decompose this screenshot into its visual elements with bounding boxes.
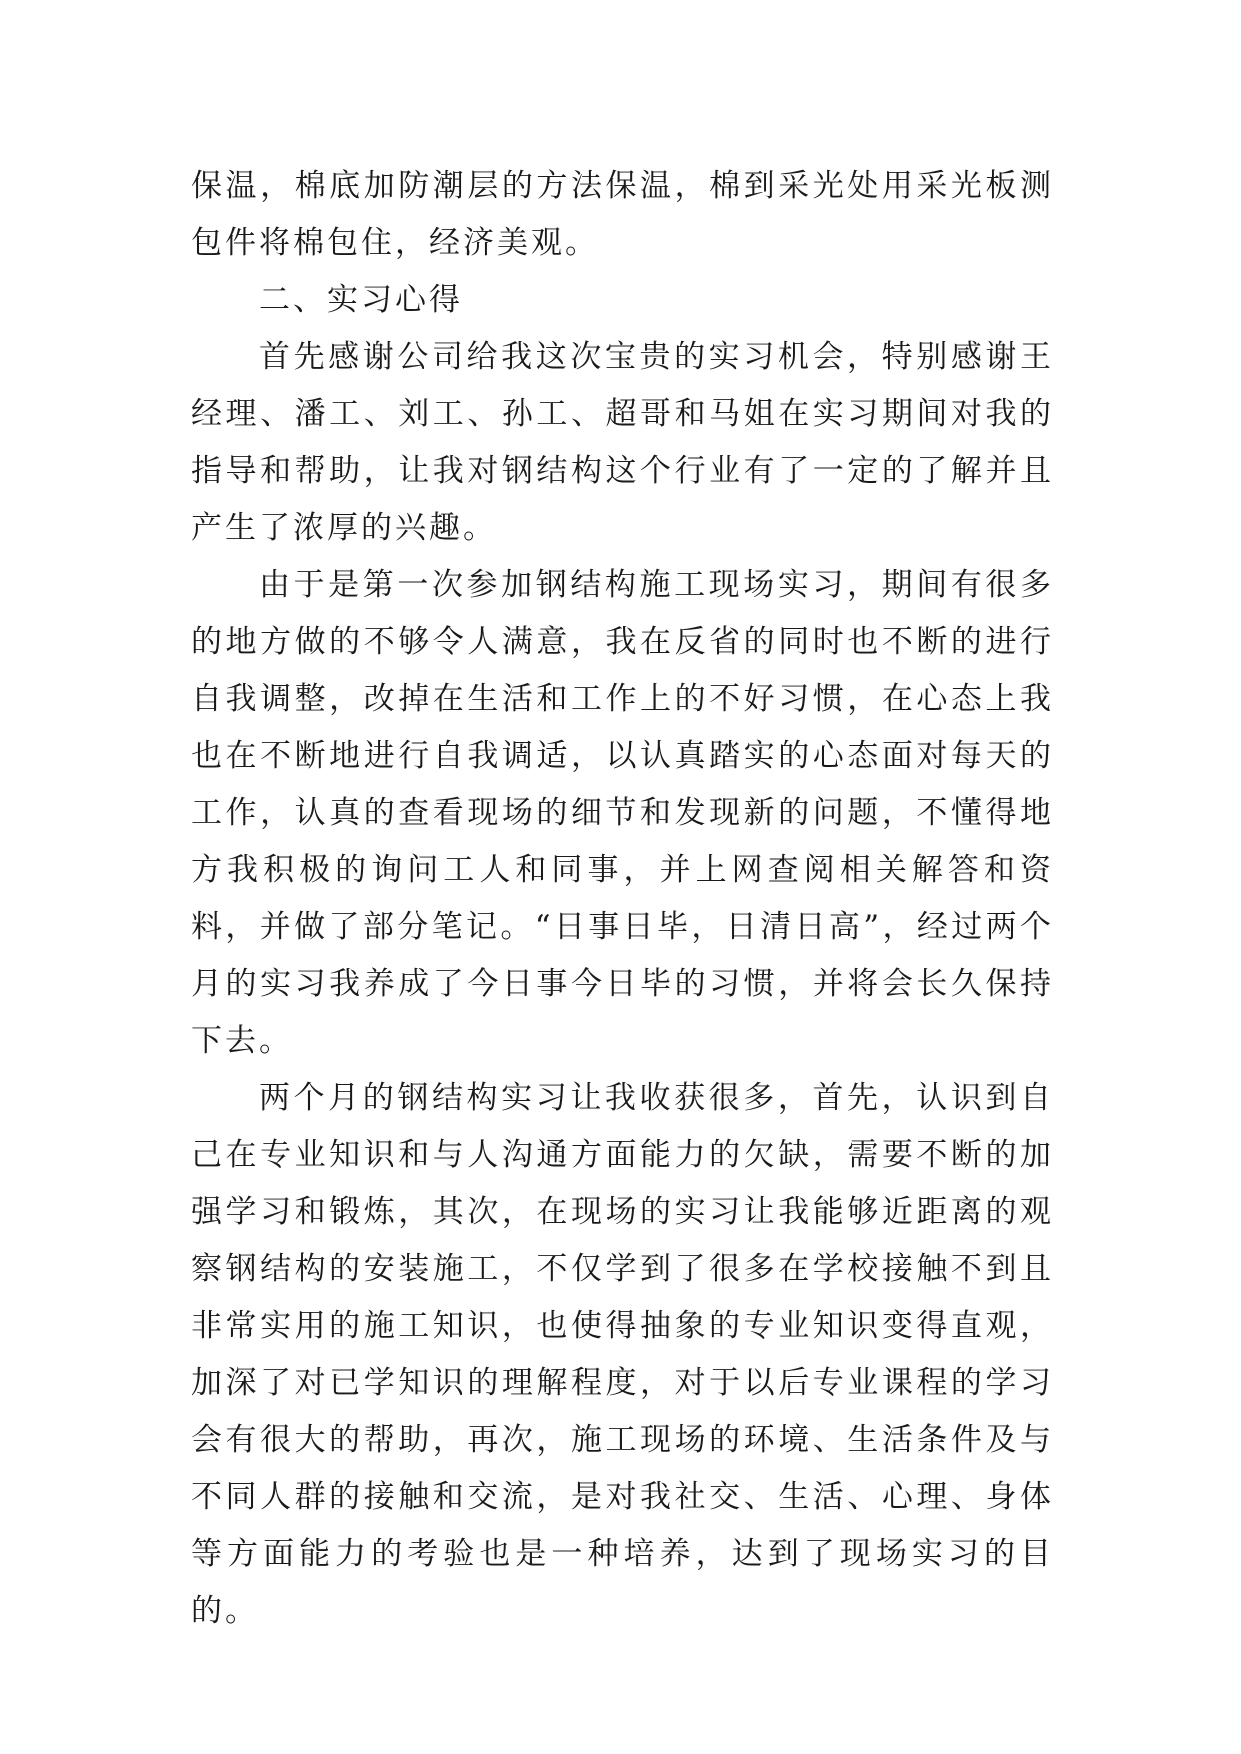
document-body [191,158,1054,1640]
section-heading: 二、实习心得 [259,282,463,318]
paragraph-continuation: 保温，棉底加防潮层的方法保温，棉到采光处用采光板测包件将棉包住，经济美观。 [191,168,1054,261]
paragraph-thanks: 首先感谢公司给我这次宝贵的实习机会，特别感谢王经理、潘工、刘工、孙工、超哥和马姐在实习期间对我的指导和帮助，让我对钢结构这个行业有了一定的了解并且产生了浓厚的兴趣。 [191,339,1054,546]
paragraph-reflection: 由于是第一次参加钢结构施工现场实习，期间有很多的地方做的不够令人满意，我在反省的同时也不断的进行自我调整，改掉在生活和工作上的不好习惯，在心态上我也在不断地进行自我调适，以认真踏实的心态面对每天的工作，认真的查看现场的细节和发现新的问题，不懂得地方我积极的询问工人和同事，并上网查阅相关解答和资料，并做了部分笔记。“日事日毕，日清日高”，经过两个月的实习我养成了今日事今日毕的习惯，并将会长久保持下去。 [191,567,1054,1059]
paragraph-gains: 两个月的钢结构实习让我收获很多，首先，认识到自己在专业知识和与人沟通方面能力的欠缺，需要不断的加强学习和锻炼，其次，在现场的实习让我能够近距离的观察钢结构的安装施工，不仅学到了很多在学校接触不到且非常实用的施工知识，也使得抽象的专业知识变得直观，加深了对已学知识的理解程度，对于以后专业课程的学习会有很大的帮助，再次，施工现场的环境、生活条件及与不同人群的接触和交流，是对我社交、生活、心理、身体等方面能力的考验也是一种培养，达到了现场实习的目的。 [191,1080,1054,1629]
